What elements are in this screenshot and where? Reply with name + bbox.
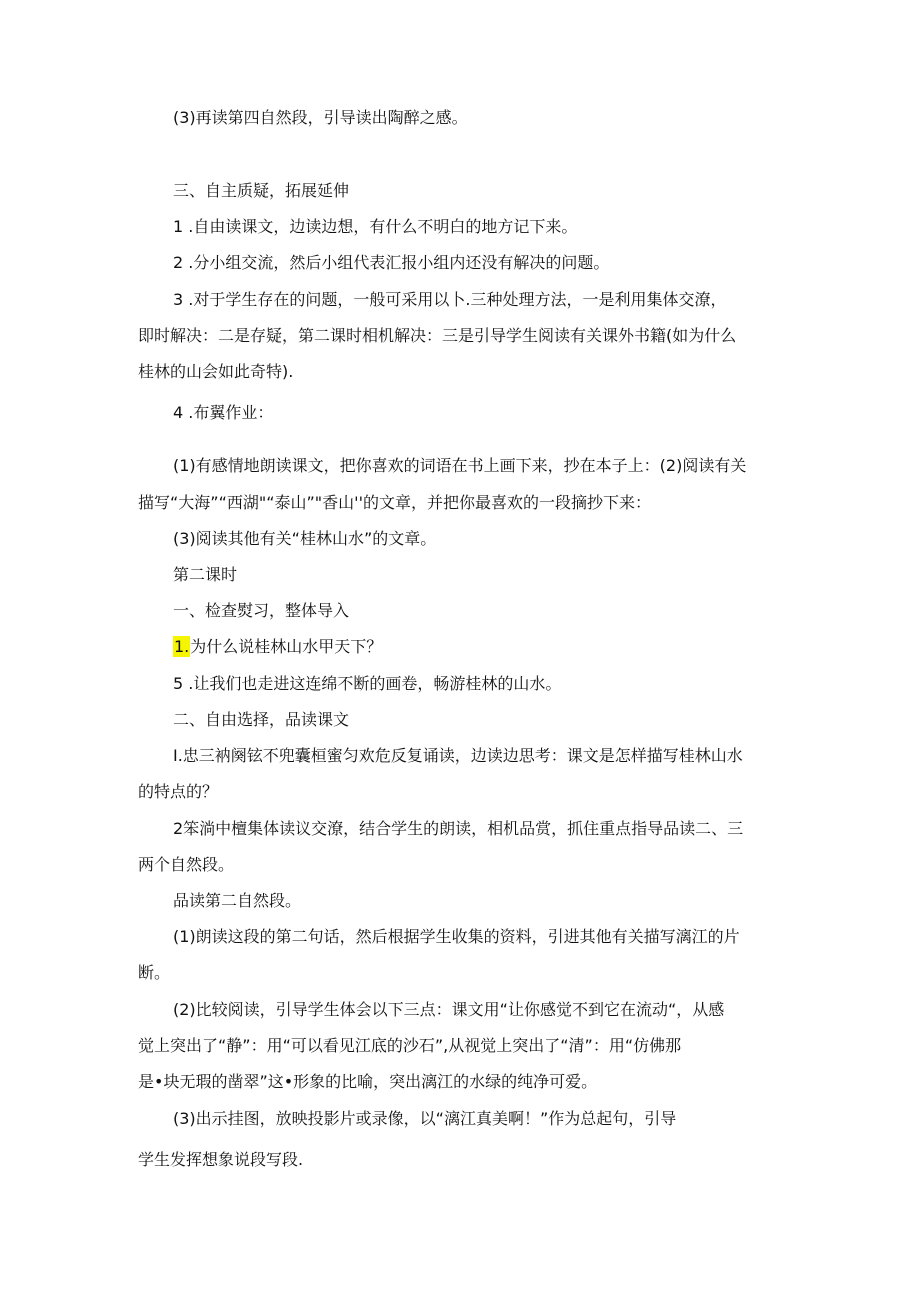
text-line: 觉上突出了“静”：用“可以看见江底的沙石”,从视觉上突出了“清”：用“仿佛那 [138, 1036, 682, 1055]
text-line: (3)再读第四自然段，引导读出陶醉之感。 [173, 108, 468, 127]
text-line: 描写“大海”“西湖"“泰山”"香山''的文章，并把你最喜欢的一段摘抄下来： [138, 493, 651, 512]
text-line: 2 .分小组交流，然后小组代表汇报小组内还没有解决的问题。 [173, 253, 610, 272]
section-heading: 二、自由选择，品读课文 [173, 710, 350, 729]
lesson-heading: 第二课时 [173, 565, 238, 584]
text-line: I.忠三衲阕铉不兜囊桓蜜匀欢危反复诵读，边读边思考：课文是怎样描写桂林山水 [173, 746, 743, 765]
text-line: (2)比较阅读，引导学生体会以下三点：课文用“让你感觉不到它在流动“，从感 [173, 1000, 725, 1019]
text-line: 即时解决：二是存疑，第二课时相机解决：三是引导学生阅读有关课外书籍(如为什么 [138, 326, 737, 345]
text-line: 是•块无瑕的凿翠”这•形象的比喻，突出漓江的水绿的纯净可爱。 [138, 1072, 598, 1091]
subsection-heading: 品读第二自然段。 [173, 891, 302, 910]
text-line: (1)朗读这段的第二句话，然后根据学生收集的资料，引进其他有关描写漓江的片 [173, 927, 740, 946]
text-line: 1.为什么说桂林山水甲天下？ [174, 637, 383, 656]
text-line: 3 .对于学生存在的问题，一般可采用以卜.三种处理方法，一是利用集体交潦， [173, 290, 727, 309]
text-line: 断。 [138, 963, 171, 982]
text-line: 1 .自由读课文，边读边想，有什么不明白的地方记下来。 [173, 217, 578, 236]
section-heading: 三、自主质疑，拓展延伸 [173, 181, 350, 200]
text-line: (3)阅读其他有关“桂林山水”的文章。 [173, 529, 437, 548]
text-line: 4 .布翼作业： [173, 403, 274, 422]
text-line: 两个自然段。 [138, 855, 235, 874]
text-line: 的特点的？ [138, 782, 219, 801]
text-line: (3)出示挂图，放映投影片或录像，以“漓江真美啊！”作为总起句，引导 [173, 1109, 677, 1128]
text-line: 2笨淌中檀集体读议交潦，结合学生的朗读，相机品赏，抓住重点指导品读二、三 [173, 819, 744, 838]
text-line: 桂林的山会如此奇特). [138, 362, 294, 381]
text-line: 5 .让我们也走进这连绵不断的画卷，畅游桂林的山水。 [173, 674, 562, 693]
text-line: (1)有感情地朗读课文，把你喜欢的词语在书上画下来，抄在本子上：(2)阅读有关 [173, 456, 747, 475]
highlighted-number: 1. [174, 637, 190, 656]
text-line: 学生发挥想象说段写段. [138, 1150, 304, 1169]
section-heading: 一、检查熨习，整体导入 [173, 601, 350, 620]
